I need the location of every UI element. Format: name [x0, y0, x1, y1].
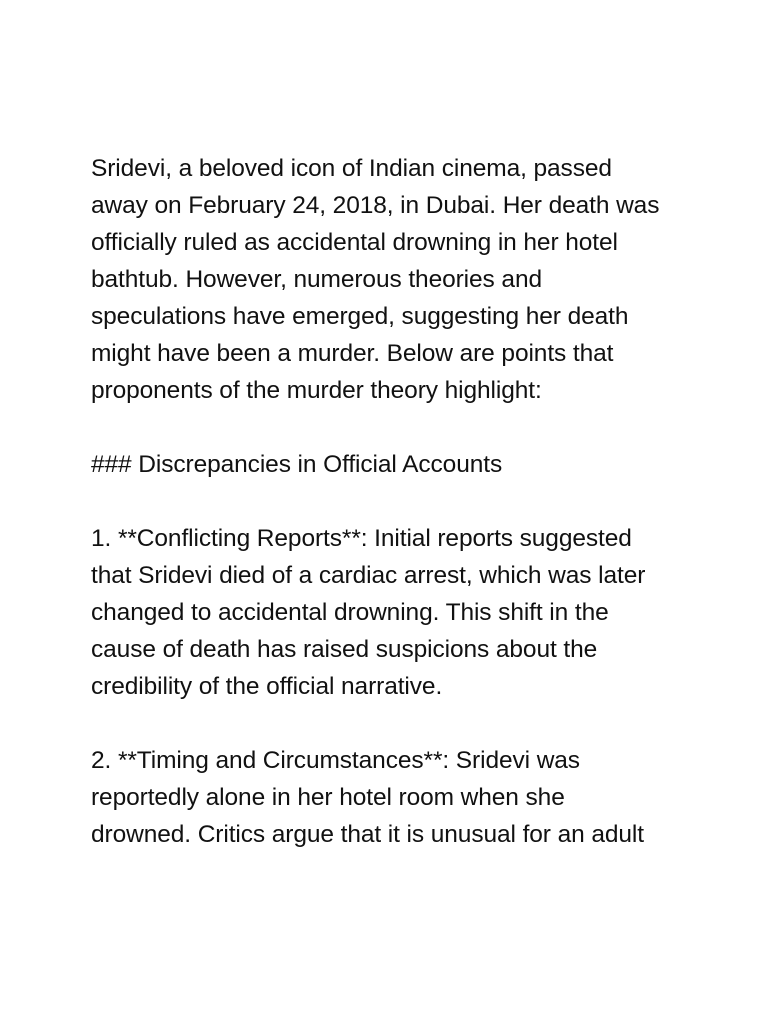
heading-line: ### Discrepancies in Official Accounts: [91, 451, 503, 478]
text-line: speculations have emerged, suggesting her death: [91, 303, 629, 330]
point-2-paragraph: [91, 742, 691, 853]
intro-paragraph: [91, 150, 691, 409]
text-line: cause of death has raised suspicions about the: [91, 636, 598, 663]
text-line: that Sridevi died of a cardiac arrest, which was later: [91, 562, 646, 589]
point-1-paragraph: [91, 520, 691, 705]
text-line: reportedly alone in her hotel room when she: [91, 784, 565, 811]
text-line: drowned. Critics argue that it is unusual for an adult: [91, 821, 644, 848]
text-line: changed to accidental drowning. This shift in the: [91, 599, 609, 626]
text-line: 1. **Conflicting Reports**: Initial reports suggested: [91, 525, 632, 552]
document-body: [91, 150, 691, 890]
text-line: Sridevi, a beloved icon of Indian cinema, passed: [91, 155, 612, 182]
text-line: bathtub. However, numerous theories and: [91, 266, 542, 293]
text-line: 2. **Timing and Circumstances**: Sridevi was: [91, 747, 580, 774]
text-line: proponents of the murder theory highlight:: [91, 377, 542, 404]
text-line: might have been a murder. Below are points that: [91, 340, 614, 367]
text-line: credibility of the official narrative.: [91, 673, 443, 700]
text-line: away on February 24, 2018, in Dubai. Her death was: [91, 192, 660, 219]
section-heading: [91, 446, 691, 483]
text-line: officially ruled as accidental drowning in her hotel: [91, 229, 618, 256]
